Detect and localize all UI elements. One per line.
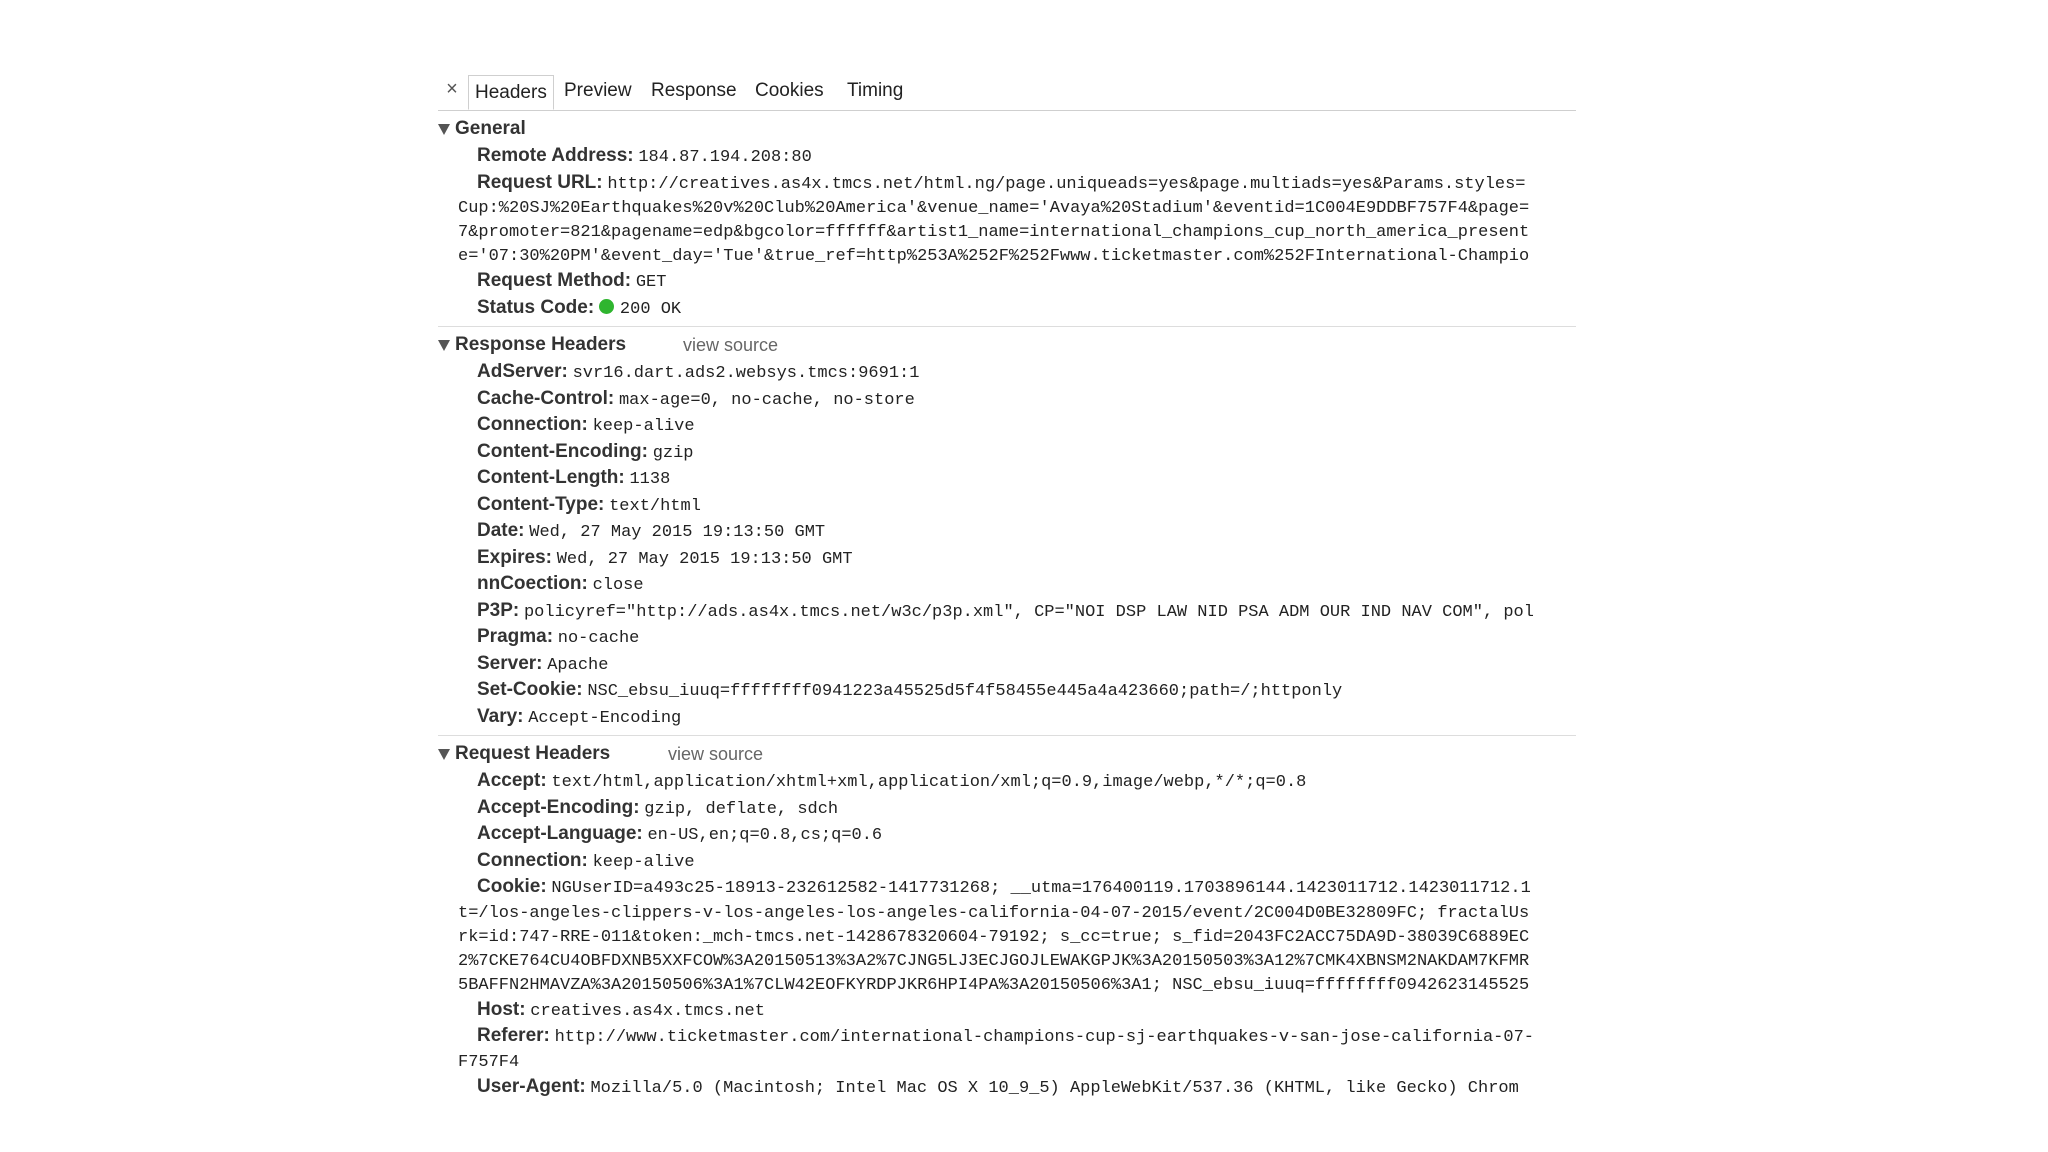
header-key: Date: xyxy=(477,520,525,541)
header-key: Cookie: xyxy=(477,876,547,897)
header-value: keep-alive xyxy=(592,417,695,436)
header-row xyxy=(438,652,1576,679)
header-row xyxy=(438,572,1576,599)
header-value-continuation: rk=id:747-RRE-011&token:_mch-tmcs.net-1428678320604-79192; s_cc=true; s_fid=2043FC2ACC75DA9D-38039C6889EC xyxy=(458,927,1530,947)
headers-panel xyxy=(438,72,1576,1101)
header-value: 200 OK xyxy=(619,299,682,319)
header-row xyxy=(438,519,1576,546)
header-value: Apache xyxy=(547,655,609,675)
header-key: Content-Type: xyxy=(477,493,605,515)
response-header-rows xyxy=(438,359,1576,731)
header-value-continuation: 5BAFFN2HMAVZA%3A20150506%3A1%7CLW42EOFKYRDPJKR6HPI4PA%3A20150506%3A1; NSC_ebsu_iuuq=ffffffff0942623145525 xyxy=(458,975,1530,995)
header-key: Remote Address: xyxy=(477,145,634,166)
header-row xyxy=(438,387,1576,414)
general-section-header[interactable] xyxy=(438,117,1576,143)
view-source-link[interactable]: view source xyxy=(668,744,764,764)
triangle-down-icon xyxy=(438,340,450,351)
header-row xyxy=(438,493,1576,520)
general-rows xyxy=(438,143,1576,322)
header-value-continuation: t=/los-angeles-clippers-v-los-angeles-los-angeles-california-04-07-2015/event/2C004D0BE32809FC; fractalUs xyxy=(458,903,1530,923)
header-key: Connection: xyxy=(477,849,588,871)
header-value: Accept-Encoding xyxy=(528,708,682,728)
request-header-rows xyxy=(438,768,1576,1101)
section-title: General xyxy=(455,118,526,139)
header-row xyxy=(438,998,1576,1025)
header-key: P3P: xyxy=(477,599,520,621)
header-key: Vary: xyxy=(477,705,524,727)
header-row xyxy=(438,875,1576,902)
view-source-link[interactable]: view source xyxy=(683,335,779,355)
header-row xyxy=(438,849,1576,876)
header-value: 1138 xyxy=(629,470,671,489)
divider xyxy=(438,735,1576,736)
header-value-continuation: F757F4 xyxy=(458,1052,520,1072)
header-row xyxy=(438,822,1576,849)
header-key: Referer: xyxy=(477,1025,550,1046)
header-row xyxy=(438,144,1576,171)
header-key: Accept-Encoding: xyxy=(477,796,640,818)
header-key: Accept: xyxy=(477,770,547,791)
response-headers-section-header[interactable] xyxy=(438,333,1576,359)
header-value: keep-alive xyxy=(592,852,695,872)
header-value-continuation: 7&promoter=821&pagename=edp&bgcolor=ffffff&artist1_name=international_champions_cup_north_america_present xyxy=(458,223,1530,242)
header-value: GET xyxy=(635,273,667,292)
header-row xyxy=(438,296,1576,323)
tab-timing[interactable]: Timing xyxy=(847,80,904,101)
header-value: text/html xyxy=(609,496,701,516)
header-row xyxy=(438,796,1576,823)
header-key: Status Code: xyxy=(477,296,595,318)
tab-cookies[interactable]: Cookies xyxy=(755,80,824,101)
header-key: Cache-Control: xyxy=(477,387,615,409)
header-row xyxy=(438,769,1576,796)
request-headers-section-header[interactable] xyxy=(438,742,1576,768)
header-value: Wed, 27 May 2015 19:13:50 GMT xyxy=(556,549,853,569)
close-icon[interactable]: × xyxy=(446,78,458,100)
divider xyxy=(438,326,1576,327)
header-key: Server: xyxy=(477,652,543,674)
header-key: Set-Cookie: xyxy=(477,679,583,700)
section-title: Request Headers xyxy=(455,743,611,764)
header-key: Connection: xyxy=(477,414,588,435)
tab-headers[interactable]: Headers xyxy=(468,75,554,110)
header-value: gzip xyxy=(652,443,694,463)
header-key: Pragma: xyxy=(477,626,554,647)
header-key: Request URL: xyxy=(477,171,603,193)
section-title: Response Headers xyxy=(455,334,627,355)
header-value: Wed, 27 May 2015 19:13:50 GMT xyxy=(529,523,826,542)
header-key: nnCoection: xyxy=(477,573,588,594)
tab-preview[interactable]: Preview xyxy=(564,80,632,101)
header-row xyxy=(438,466,1576,493)
header-row xyxy=(438,413,1576,440)
header-value: 184.87.194.208:80 xyxy=(638,148,812,167)
header-row xyxy=(438,440,1576,467)
header-value: no-cache xyxy=(557,629,640,648)
header-value: policyref="http://ads.as4x.tmcs.net/w3c/p3p.xml", CP="NOI DSP LAW NID PSA ADM OUR IND NAV COM", pol xyxy=(523,602,1534,622)
header-key: Host: xyxy=(477,998,526,1020)
header-row xyxy=(438,1075,1576,1102)
triangle-down-icon xyxy=(438,749,450,760)
header-key: AdServer: xyxy=(477,361,568,382)
header-value: NGUserID=a493c25-18913-232612582-1417731268; __utma=176400119.1703896144.1423011712.1423011712.1 xyxy=(551,879,1531,898)
header-row xyxy=(438,269,1576,296)
header-value: text/html,application/xhtml+xml,application/xml;q=0.9,image/webp,*/*;q=0.8 xyxy=(551,773,1307,792)
header-value: en-US,en;q=0.8,cs;q=0.6 xyxy=(647,826,883,845)
header-value-continuation: 2%7CKE764CU4OBFDXNB5XXFCOW%3A20150513%3A2%7CJNG5LJ3ECJGOJLEWAKGPJK%3A20150503%3A12%7CMK4XBNSM2NAKDAM7KFMR xyxy=(458,951,1530,971)
header-key: Expires: xyxy=(477,546,552,568)
header-value: svr16.dart.ads2.websys.tmcs:9691:1 xyxy=(572,364,920,383)
header-row xyxy=(438,705,1576,732)
header-value: close xyxy=(592,576,644,595)
header-value: creatives.as4x.tmcs.net xyxy=(530,1001,765,1021)
header-value: gzip, deflate, sdch xyxy=(644,799,839,819)
header-row xyxy=(438,1024,1576,1051)
header-value: http://creatives.as4x.tmcs.net/html.ng/page.uniqueads=yes&page.multiads=yes&Params.styles= xyxy=(607,174,1526,194)
header-row xyxy=(438,599,1576,626)
header-key: Request Method: xyxy=(477,270,632,291)
header-row xyxy=(438,625,1576,652)
header-value: Mozilla/5.0 (Macintosh; Intel Mac OS X 10_9_5) AppleWebKit/537.36 (KHTML, like Gecko) Chrom xyxy=(590,1078,1519,1098)
header-value: http://www.ticketmaster.com/international-champions-cup-sj-earthquakes-v-san-jose-california-07- xyxy=(554,1028,1534,1047)
header-value-continuation: e='07:30%20PM'&event_day='Tue'&true_ref=http%253A%252F%252Fwww.ticketmaster.com%252FInternational-Champio xyxy=(458,247,1530,266)
header-row xyxy=(438,546,1576,573)
triangle-down-icon xyxy=(438,124,450,135)
header-key: Content-Encoding: xyxy=(477,440,648,462)
tab-response[interactable]: Response xyxy=(651,80,737,101)
tab-bar xyxy=(438,72,1576,111)
header-row xyxy=(438,360,1576,387)
header-key: Accept-Language: xyxy=(477,823,643,844)
header-row xyxy=(438,171,1576,198)
header-row xyxy=(438,678,1576,705)
header-key: Content-Length: xyxy=(477,467,625,488)
header-key: User-Agent: xyxy=(477,1075,586,1097)
header-value: max-age=0, no-cache, no-store xyxy=(618,390,915,410)
status-ok-icon xyxy=(599,299,614,314)
header-value-continuation: Cup:%20SJ%20Earthquakes%20v%20Club%20America'&venue_name='Avaya%20Stadium'&eventid=1C004E9DDBF757F4&page= xyxy=(458,199,1530,218)
header-value: NSC_ebsu_iuuq=ffffffff0941223a45525d5f4f58455e445a4a423660;path=/;httponly xyxy=(587,682,1343,701)
